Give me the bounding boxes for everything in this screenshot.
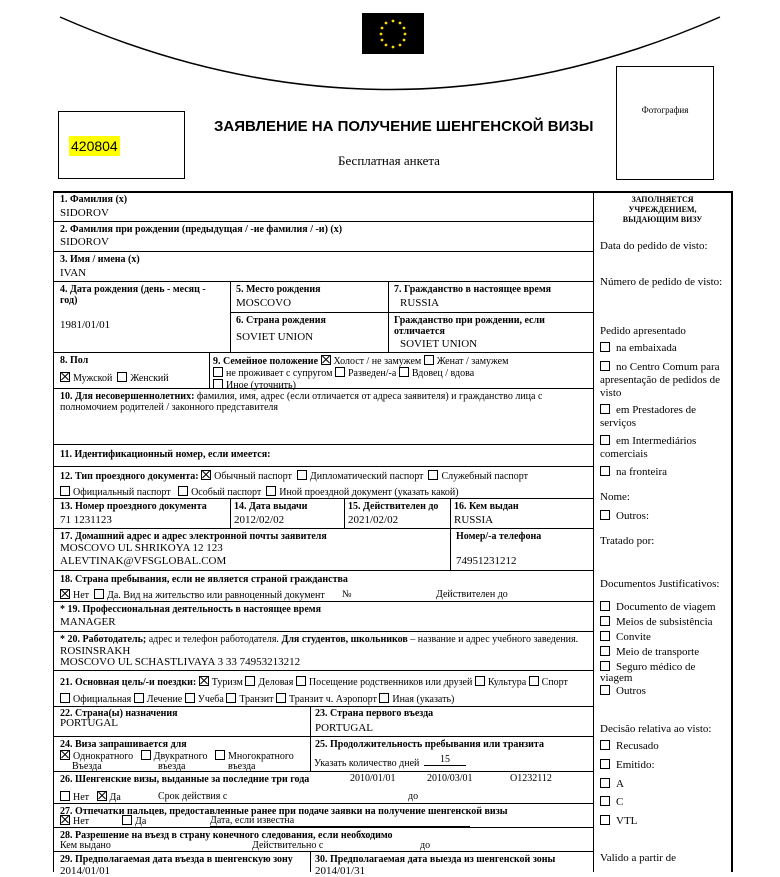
value-birth-place[interactable]: MOSCOVO [236,297,292,309]
photo-label: Фотография [641,105,689,115]
separated-label: не проживает с супругом [226,368,333,379]
label-f5: 5. Место рождения [236,284,321,295]
intermediarios-label: em Intermediários comerciais [600,435,697,460]
service-passport-label: Служебный паспорт [441,471,529,482]
purpose-official-label: Официальная [73,694,132,705]
fingerprint-no-checkbox[interactable] [60,815,70,825]
value-birth-country[interactable]: SOVIET UNION [236,331,314,343]
other-marital-label: Иное (уточнить) [226,380,296,391]
divorced-label: Разведен/-а [347,368,397,379]
visa-c-checkbox[interactable] [600,796,610,806]
label-f24: 24. Виза запрашивается для [60,739,187,750]
label-f11: 11. Идентификационный номер, если имеется: [60,449,271,460]
purpose-sport-label: Спорт [541,677,568,688]
label-f8: 8. Пол [60,355,89,366]
prev-visa-valid-from: Срок действия с [158,791,228,802]
fronteira-label: na fronteira [616,466,667,478]
form-title: ЗАЯВЛЕНИЕ НА ПОЛУЧЕНИЕ ШЕНГЕНСКОЙ ВИЗЫ [214,118,594,135]
value-destination[interactable]: PORTUGAL [60,717,119,729]
sidebar-embaixada [600,342,677,355]
ordinary-passport-checkbox[interactable] [201,470,211,480]
male-label: Мужской [73,373,113,384]
service-passport-checkbox[interactable] [428,470,438,480]
fingerprint-options [60,815,480,827]
label-f13: 13. Номер проездного документа [60,501,207,512]
value-valid-until[interactable]: 2021/02/02 [348,514,399,526]
sidebar-intermediarios [600,435,728,461]
other-doc-label: Иной проездной документ (указать какой) [279,487,459,498]
value-issued-by[interactable]: RUSSIA [454,514,494,526]
label-f1: 1. Фамилия (x) [60,194,128,205]
value-employer-address[interactable]: MOSCOVO UL SCHASTLIVAYA 3 33 74953213212 [60,656,301,668]
marital-options [213,355,591,391]
label-f2: 2. Фамилия при рождении (предыдущая / -ие фамилия / -и) (x) [60,224,343,235]
label-f28: 28. Разрешение на въезд в страну конечного следования, если необходимо [60,830,393,841]
visa-a-checkbox[interactable] [600,778,610,788]
ref-number-box [58,111,185,179]
purpose-airport-transit-label: Транзит ч. Аэропорт [289,694,377,705]
label-f17: 17. Домашний адрес и адрес электронной почты заявителя [60,531,327,542]
double-entry-checkbox[interactable] [141,750,151,760]
label-f12: 12. Тип проездного документа: [60,471,199,482]
single-label: Холост / не замужем [333,356,422,367]
female-label: Женский [130,373,169,384]
minor-section [60,391,590,413]
purpose-visit-checkbox[interactable] [296,676,306,686]
sidebar-meios [600,616,713,629]
outros1-checkbox[interactable] [600,510,610,520]
stars-icon [362,13,424,54]
travel-doc-type [60,469,590,501]
sidebar-title: ЗАПОЛНЯЕТСЯ УЧРЕЖДЕНИЕМ, ВЫДАЮЩИМ ВИЗУ [622,195,703,224]
value-birth-surname[interactable]: SIDOROV [60,236,109,248]
separated-checkbox[interactable] [213,367,223,377]
sidebar-doc-viagem [600,601,716,614]
label-f23: 23. Страна первого въезда [315,708,434,719]
outros2-label: Outros [616,685,646,697]
transporte-label: Meio de transporte [616,646,700,658]
diplomatic-passport-label: Дипломатический паспорт [309,471,424,482]
f20-text2: – название и адрес учебного заведения. [407,634,579,645]
sidebar-seguro [600,661,728,684]
single-entry-checkbox[interactable] [60,750,70,760]
outros1-label: Outros: [616,510,649,522]
residence-no-label: Нет [73,590,90,601]
single-entry-label: Однократного [73,751,134,762]
purpose-business-label: Деловая [258,677,294,688]
label-f20: * 20. Работодатель; [60,634,147,645]
value-visa-date1[interactable]: 2010/01/01 [350,773,396,784]
special-passport-label: Особый паспорт [191,487,262,498]
label-f10: 10. Для несовершеннолетних: [60,391,195,402]
label-phone: Номер/-а телефона [456,531,542,542]
fingerprint-yes-checkbox[interactable] [122,815,132,825]
photo-box[interactable] [616,66,714,180]
value-first-name[interactable]: IVAN [60,267,87,279]
f20-students: Для студентов, школьников [278,634,408,645]
married-checkbox[interactable] [424,355,434,365]
purpose-sport-checkbox[interactable] [529,676,539,686]
meios-label: Meios de subsistência [616,616,713,628]
visa-a-label: A [616,778,624,790]
sidebar-decisao: Decisão relativa ao visto: [600,723,712,735]
female-checkbox[interactable] [117,372,127,382]
residence-yes-checkbox[interactable] [94,589,104,599]
value-birth-date[interactable]: 1981/01/01 [60,319,111,331]
value-departure-date[interactable]: 2014/01/31 [315,865,366,877]
transporte-checkbox[interactable] [600,646,610,656]
value-days[interactable]: 15 [424,754,466,766]
multi-entry-label-2: въезда [228,761,256,772]
prev-visa-no-label: Нет [73,792,90,803]
label-f9: 9. Семейное положение [213,356,319,367]
visa-vtl-label: VTL [616,815,638,827]
eu-flag [362,13,424,54]
value-employer-name[interactable]: ROSINSRAKH [60,645,131,657]
ordinary-passport-label: Обычный паспорт [214,471,292,482]
f20-text: адрес и телефон работодателя. [146,634,279,645]
purpose-other-checkbox[interactable] [379,693,389,703]
other-marital-checkbox[interactable] [213,379,223,389]
embaixada-label: na embaixada [616,342,677,354]
sidebar-centro-comum [600,361,728,400]
value-nationality[interactable]: RUSSIA [400,297,440,309]
sidebar-pedido-apresentado: Pedido apresentado [600,325,686,337]
male-checkbox[interactable] [60,372,70,382]
recusado-checkbox[interactable] [600,740,610,750]
value-email[interactable]: ALEVTINAK@VFSGLOBAL.COM [60,555,227,567]
entries-options [60,750,310,772]
centro-comum-checkbox[interactable] [600,361,610,371]
intermediarios-checkbox[interactable] [600,435,610,445]
meios-checkbox[interactable] [600,616,610,626]
label-f3: 3. Имя / имена (x) [60,254,140,265]
value-surname[interactable]: SIDOROV [60,207,109,219]
label-f27: 27. Отпечатки пальцев, предоставленные ранее при подаче заявки на получение шенгенской визы [60,806,508,817]
sidebar-outros1 [600,510,649,523]
prev-visa-to: до [408,791,419,802]
purpose-transit-checkbox[interactable] [226,693,236,703]
label-f16: 16. Кем выдан [454,501,519,512]
official-passport-label: Официальный паспорт [73,487,171,498]
multi-entry-label: Многократного [227,751,294,762]
sidebar-documentos: Documentos Justificativos: [600,578,720,590]
label-f21: 21. Основная цель/-и поездки: [60,677,197,688]
ref-number: 420804 [71,138,118,154]
prev-visa-yes-label: Да [109,792,121,803]
label-f18: 18. Страна пребывания, если не является страной гражданства [60,574,348,585]
seguro-checkbox[interactable] [600,661,610,671]
other-doc-checkbox[interactable] [266,486,276,496]
sidebar-a [600,778,624,791]
purpose-study-label: Учеба [197,694,224,705]
value-doc-number[interactable]: 71 1231123 [60,514,112,526]
sidebar-fronteira [600,466,667,479]
widowed-checkbox[interactable] [399,367,409,377]
married-label: Женат / замужем [436,356,509,367]
prestadores-label: em Prestadores de serviços [600,404,697,429]
official-passport-checkbox[interactable] [60,486,70,496]
f10-text: фамилия, имя, адрес (если отличается от адреса заявителя) и гражданство лица с полномочием родителей / законного представителя [60,391,543,413]
seguro-label: Seguro médico de viagem [600,661,696,684]
double-entry-label-2: въезда [158,761,186,772]
purpose-airport-transit-checkbox[interactable] [276,693,286,703]
residence-valid-label: Действителен до [436,589,508,600]
sidebar-data-pedido: Data do pedido de visto: [600,240,708,252]
sidebar-recusado [600,740,659,753]
value-arrival-date[interactable]: 2014/01/01 [60,865,111,877]
emitido-checkbox[interactable] [600,759,610,769]
fingerprint-yes-label: Да [135,816,147,827]
permit-issued: Кем выдано [60,840,111,851]
sidebar-convite [600,631,651,644]
sidebar-nome: Nome: [600,491,630,503]
value-phone[interactable]: 74951231212 [456,555,517,567]
doc-viagem-label: Documento de viagem [616,601,716,613]
label-f25: 25. Продолжительность пребывания или транзита [315,739,544,750]
divorced-checkbox[interactable] [335,367,345,377]
widowed-label: Вдовец / вдова [411,368,475,379]
value-visa-number[interactable]: O1232112 [510,773,552,784]
doc-viagem-checkbox[interactable] [600,601,610,611]
value-first-entry[interactable]: PORTUGAL [315,722,374,734]
label-f19: * 19. Профессиональная деятельность в настоящее время [60,604,321,615]
label-f15: 15. Действителен до [348,501,439,512]
single-checkbox[interactable] [321,355,331,365]
convite-label: Convite [616,631,651,643]
purpose-options [60,674,590,708]
value-birth-nationality[interactable]: SOVIET UNION [400,338,478,350]
recusado-label: Recusado [616,740,659,752]
sidebar-prestadores [600,404,728,430]
label-f6: 6. Страна рождения [236,315,326,326]
outros2-checkbox[interactable] [600,685,610,695]
multi-entry-checkbox[interactable] [215,750,225,760]
employer-label [60,634,590,645]
purpose-other-label: Иная (указать) [392,694,455,705]
sidebar-c [600,796,623,809]
sidebar-transporte [600,646,699,659]
purpose-medical-checkbox[interactable] [134,693,144,703]
sex-options [60,372,169,384]
diplomatic-passport-checkbox[interactable] [297,470,307,480]
permit-valid-from: Действительно с [252,840,324,851]
emitido-label: Emitido: [616,759,655,771]
convite-checkbox[interactable] [600,631,610,641]
purpose-visit-label: Посещение родственников или друзей [308,677,473,688]
label-f22: 22. Страна(ы) назначения [60,708,178,719]
purpose-official-checkbox[interactable] [60,693,70,703]
double-entry-label: Двукратного [153,751,208,762]
sidebar-numero-pedido: Número de pedido de visto: [600,276,723,288]
value-visa-date2[interactable]: 2010/03/01 [427,773,473,784]
label-f7: 7. Гражданство в настоящее время [394,284,552,295]
sidebar-valido: Valido a partir de [600,852,677,864]
label-f29: 29. Предполагаемая дата въезда в шенгенскую зону [60,854,293,865]
fingerprint-date-label: Дата, если известна [210,815,470,827]
purpose-business-checkbox[interactable] [245,676,255,686]
value-address[interactable]: MOSCOVO UL SHRIKOYA 12 123 [60,542,223,554]
label-f4: 4. Дата рождения (день - месяц - год) [60,284,206,306]
sidebar-vtl [600,815,637,828]
permit-to: до [420,840,431,851]
purpose-transit-label: Транзит [239,694,274,705]
value-occupation[interactable]: MANAGER [60,616,116,628]
fronteira-checkbox[interactable] [600,466,610,476]
visa-vtl-checkbox[interactable] [600,815,610,825]
prev-visa-yes-checkbox[interactable] [97,791,107,801]
prev-visa-no-checkbox[interactable] [60,791,70,801]
purpose-culture-label: Культура [487,677,527,688]
prev-visa-options [60,791,121,803]
embaixada-checkbox[interactable] [600,342,610,352]
label-f14: 14. Дата выдачи [234,501,308,512]
sidebar-outros2 [600,685,646,698]
centro-comum-label: no Centro Comum para apresentação de pedidos de visto [600,361,721,399]
label-f7b: Гражданство при рождении, если отличается [394,315,545,337]
purpose-study-checkbox[interactable] [185,693,195,703]
purpose-culture-checkbox[interactable] [475,676,485,686]
purpose-tourism-label: Туризм [211,677,243,688]
prestadores-checkbox[interactable] [600,404,610,414]
purpose-tourism-checkbox[interactable] [199,676,209,686]
label-f26: 26. Шенгенские визы, выданные за последние три года [60,774,310,785]
residence-options [60,589,590,601]
sidebar-tratado: Tratado por: [600,535,655,547]
fingerprint-no-label: Нет [73,816,90,827]
residence-yes-label: Да. Вид на жительство или равноценный документ [107,590,325,601]
sidebar-emitido [600,759,655,772]
label-f30: 30. Предполагаемая дата выезда из шенгенской зоны [315,854,556,865]
special-passport-checkbox[interactable] [178,486,188,496]
purpose-medical-label: Лечение [146,694,183,705]
residence-no-checkbox[interactable] [60,589,70,599]
single-entry-label-2: Въезда [72,761,102,772]
form-subtitle: Бесплатная анкета [338,153,440,168]
value-issue-date[interactable]: 2012/02/02 [234,514,285,526]
days-label: Указать количество дней [314,758,420,769]
residence-number-label: № [342,589,352,600]
visa-c-label: C [616,796,624,808]
